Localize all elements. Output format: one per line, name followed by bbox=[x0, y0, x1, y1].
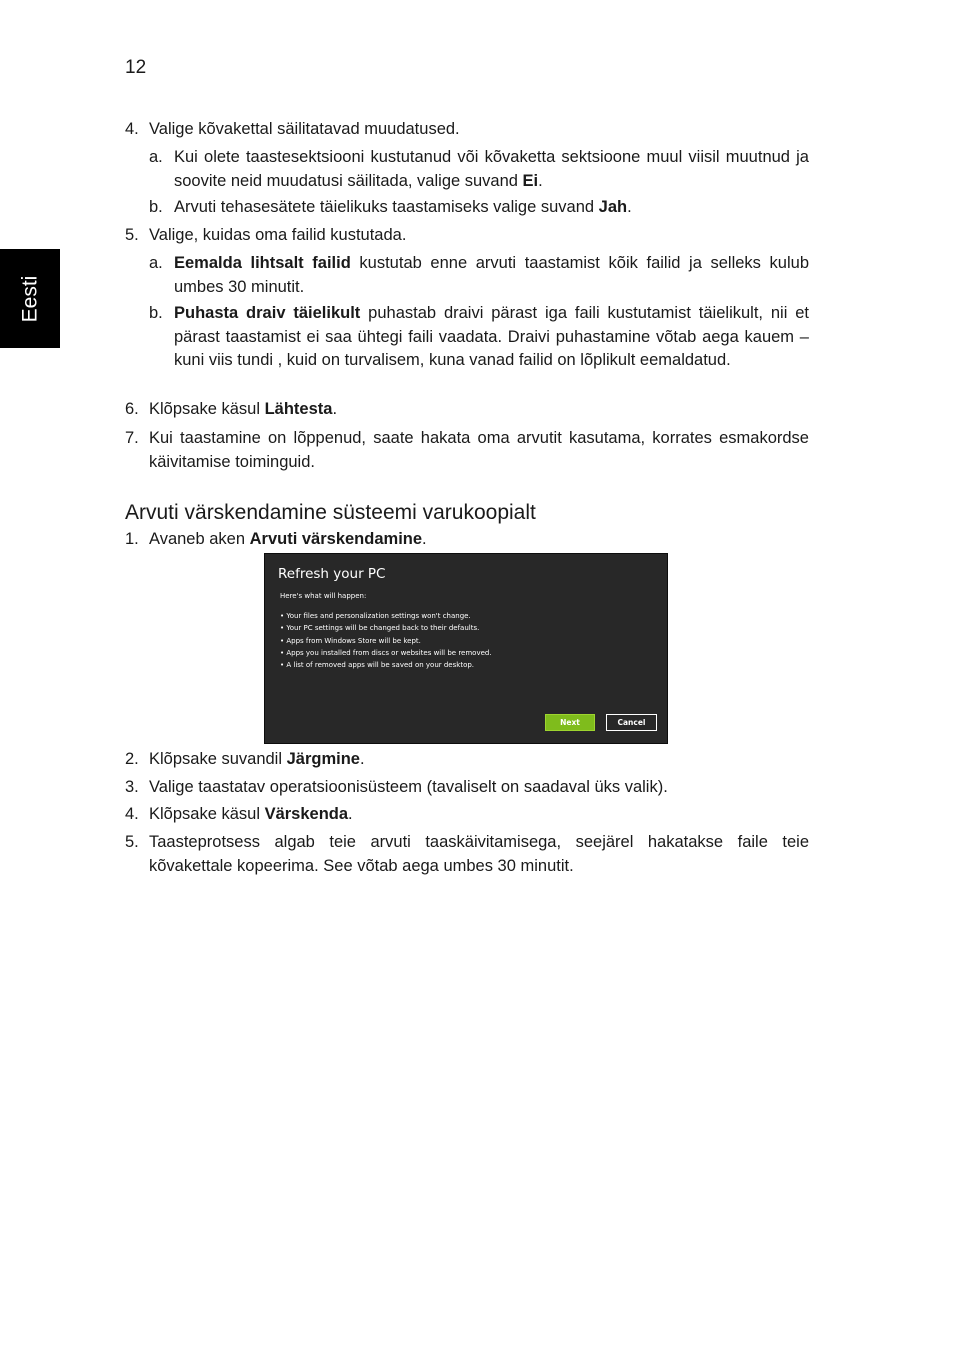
bold-term: Eemalda lihtsalt failid bbox=[174, 254, 351, 272]
item-number: 4. bbox=[125, 805, 139, 823]
bold-term: Ei bbox=[522, 171, 539, 190]
item-number: 6. bbox=[125, 400, 139, 418]
item-text bbox=[149, 528, 809, 552]
item-number: 1. bbox=[125, 530, 139, 548]
item-text bbox=[174, 252, 809, 299]
item-text bbox=[174, 146, 809, 193]
text-run: . bbox=[627, 198, 632, 216]
bold-term: Arvuti värskendamine bbox=[249, 530, 423, 548]
dialog-bullet-list bbox=[280, 610, 492, 671]
bold-term: Jah bbox=[598, 198, 628, 216]
list-item bbox=[125, 118, 809, 142]
list-item bbox=[125, 427, 809, 474]
item-text bbox=[149, 398, 809, 422]
bold-term: Värskenda bbox=[264, 805, 349, 823]
dialog-subtitle: Here's what will happen: bbox=[280, 592, 367, 600]
bold-term: Puhasta draiv täielikult bbox=[174, 304, 361, 322]
text-run: Klõpsake käsul bbox=[149, 805, 265, 823]
text-run: Valige taastatav operatsioonisüsteem (tavaliselt on saadaval üks valik). bbox=[149, 778, 668, 796]
list-item bbox=[125, 528, 809, 552]
bold-term: Lähtesta bbox=[264, 400, 333, 418]
text-run: Klõpsake suvandil bbox=[149, 750, 287, 768]
item-number: 2. bbox=[125, 750, 139, 768]
item-number: 7. bbox=[125, 429, 139, 447]
list-item bbox=[125, 803, 809, 827]
item-letter: b. bbox=[149, 304, 163, 322]
list-subitem bbox=[149, 302, 809, 373]
text-run: . bbox=[348, 805, 353, 823]
item-text bbox=[174, 302, 809, 373]
text-run: Valige kõvakettal säilitatavad muudatused. bbox=[149, 120, 460, 138]
dialog-bullet: • Apps from Windows Store will be kept. bbox=[280, 636, 421, 645]
text-run: Taasteprotsess algab teie arvuti taaskäivitamisega, seejärel hakatakse faile teie kõvakettale kopeerima. See võtab aega umbes 30 minutit. bbox=[149, 833, 809, 875]
text-run: . bbox=[332, 400, 338, 418]
page-number: 12 bbox=[125, 57, 147, 78]
dialog-bullet: • A list of removed apps will be saved on your desktop. bbox=[280, 661, 475, 670]
dialog-title: Refresh your PC bbox=[278, 566, 386, 582]
language-tab bbox=[0, 249, 60, 348]
list-subitem bbox=[149, 252, 809, 299]
list-subitem bbox=[149, 146, 809, 193]
text-run: Kui olete taastesektsiooni kustutanud või kõvaketta sektsioone muul viisil muutnud ja soovite neid muudatusi säilitada, valige suvand bbox=[174, 148, 809, 190]
list-item bbox=[125, 398, 809, 422]
next-button[interactable]: Next bbox=[545, 714, 595, 731]
item-text bbox=[149, 224, 809, 248]
text-run: Arvuti tehasesätete täielikuks taastamiseks valige suvand bbox=[174, 198, 599, 216]
item-letter: a. bbox=[149, 254, 163, 272]
text-run: . bbox=[359, 750, 365, 768]
section-heading: Arvuti värskendamine süsteemi varukoopialt bbox=[125, 501, 536, 524]
item-number: 5. bbox=[125, 226, 139, 244]
dialog-bullet: • Your PC settings will be changed back to their defaults. bbox=[280, 624, 480, 633]
item-number: 5. bbox=[125, 833, 139, 851]
list-item bbox=[125, 748, 809, 772]
text-run: Kui taastamine on lõppenud, saate hakata oma arvutit kasutama, korrates esmakordse käivitamise toiminguid. bbox=[149, 429, 809, 471]
cancel-button[interactable]: Cancel bbox=[606, 714, 657, 731]
dialog-bullet: • Your files and personalization settings won't change. bbox=[280, 612, 471, 620]
item-text bbox=[149, 427, 809, 474]
list-subitem bbox=[149, 196, 809, 220]
item-text bbox=[149, 803, 809, 827]
text-run: . bbox=[538, 171, 543, 190]
item-number: 3. bbox=[125, 778, 139, 796]
item-text bbox=[149, 118, 809, 142]
item-number: 4. bbox=[125, 120, 139, 138]
text-run: puhastab draivi pärast iga faili kustutamist täielikult, nii et pärast taastamist ei saa ühtegi faili vaadata. Draivi puhastamine võtab aega kauem – kuni viis tundi , kuid on turvalisem, kuna vanad failid on lõplikult eemaldatud. bbox=[174, 304, 810, 369]
text-run: Klõpsake käsul bbox=[149, 400, 265, 418]
text-run: Valige, kuidas oma failid kustutada. bbox=[149, 226, 407, 244]
list-item bbox=[125, 831, 809, 878]
text-run: . bbox=[422, 530, 427, 548]
dialog-bullet: • Apps you installed from discs or websites will be removed. bbox=[280, 648, 492, 657]
list-item bbox=[125, 224, 809, 248]
text-run: Avaneb aken bbox=[149, 530, 250, 548]
item-text bbox=[149, 748, 809, 772]
item-letter: a. bbox=[149, 148, 163, 166]
item-text bbox=[174, 196, 809, 220]
bold-term: Järgmine bbox=[286, 750, 360, 768]
item-letter: b. bbox=[149, 198, 163, 216]
item-text bbox=[149, 776, 809, 800]
text-run: kustutab enne arvuti taastamist kõik failid ja selleks kulub umbes 30 minutit. bbox=[174, 254, 809, 296]
item-text bbox=[149, 831, 809, 878]
list-item bbox=[125, 776, 809, 800]
refresh-pc-screenshot bbox=[264, 553, 668, 744]
language-tab-label: Eesti bbox=[18, 275, 41, 322]
